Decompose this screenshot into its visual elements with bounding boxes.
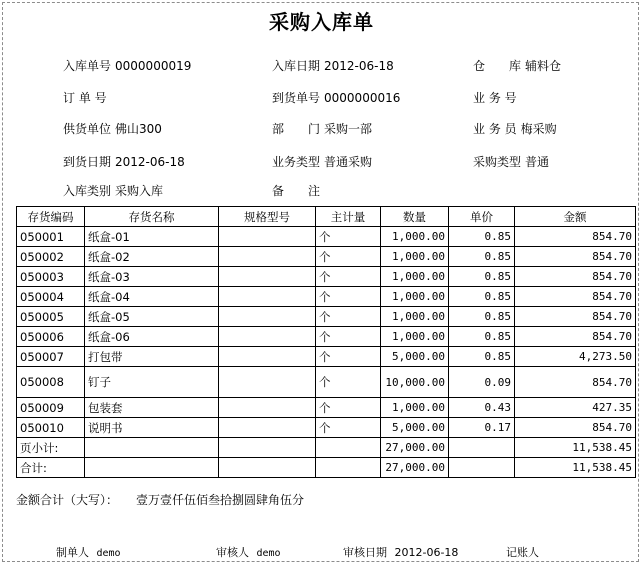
remark-label: 备 注: [272, 184, 321, 198]
table-cell: 1,000.00: [381, 327, 449, 347]
table-cell: 427.35: [515, 398, 636, 418]
audit-date-value: 2012-06-18: [394, 546, 459, 559]
table-cell: 纸盒-02: [85, 247, 219, 267]
items-table: [16, 206, 636, 478]
table-row: [17, 307, 636, 327]
table-cell: 854.70: [515, 327, 636, 347]
table-cell: [316, 438, 381, 458]
column-header: 存货编码: [17, 207, 85, 227]
table-row: [17, 398, 636, 418]
table-cell: 个: [316, 398, 381, 418]
table-cell: 854.70: [515, 418, 636, 438]
table-cell: [449, 438, 515, 458]
table-row: [17, 247, 636, 267]
table-cell: 0.85: [449, 347, 515, 367]
table-cell: 个: [316, 367, 381, 398]
purchase-type-value: 普通: [525, 155, 550, 169]
table-row: [17, 287, 636, 307]
table-cell: 050005: [17, 307, 85, 327]
field-clerk: [473, 120, 557, 137]
receipt-date-value: 2012-06-18: [324, 59, 394, 73]
table-cell: 11,538.45: [515, 458, 636, 478]
table-cell: 0.85: [449, 247, 515, 267]
column-header: 主计量: [316, 207, 381, 227]
table-cell: 050006: [17, 327, 85, 347]
table-cell: [219, 327, 316, 347]
table-cell: 纸盒-05: [85, 307, 219, 327]
table-row: [17, 347, 636, 367]
inbound-type-value: 采购入库: [115, 184, 164, 198]
field-receipt-no: [63, 57, 191, 74]
receipt-no-label: 入库单号: [63, 59, 112, 73]
table-cell: [219, 227, 316, 247]
purchase-type-label: 采购类型: [473, 155, 522, 169]
table-cell: 0.85: [449, 327, 515, 347]
table-row: [17, 327, 636, 347]
table-cell: 854.70: [515, 247, 636, 267]
amount-in-words-value: 壹万壹仟伍佰叁拾捌圆肆角伍分: [136, 493, 305, 507]
table-cell: 纸盒-03: [85, 267, 219, 287]
table-cell: 854.70: [515, 287, 636, 307]
subtotal-row: [17, 438, 636, 458]
table-cell: 0.17: [449, 418, 515, 438]
order-no-label: 订 单 号: [63, 91, 107, 105]
table-cell: 0.85: [449, 287, 515, 307]
table-row: [17, 267, 636, 287]
supplier-label: 供货单位: [63, 122, 112, 136]
table-cell: [85, 438, 219, 458]
field-purchase-type: [473, 153, 549, 170]
table-cell: [219, 367, 316, 398]
field-receipt-date: [272, 57, 394, 74]
table-cell: 050010: [17, 418, 85, 438]
table-cell: 11,538.45: [515, 438, 636, 458]
table-cell: 1,000.00: [381, 398, 449, 418]
auditor-value: demo: [256, 548, 281, 559]
table-cell: 个: [316, 307, 381, 327]
table-cell: 纸盒-06: [85, 327, 219, 347]
table-cell: 说明书: [85, 418, 219, 438]
receipt-date-label: 入库日期: [272, 59, 321, 73]
clerk-value: 梅采购: [520, 122, 557, 136]
table-cell: 个: [316, 227, 381, 247]
arrival-date-value: 2012-06-18: [115, 155, 185, 169]
bookkeeper-label: 记账人: [506, 546, 539, 559]
audit-date-label: 审核日期: [343, 546, 387, 559]
column-header: 规格型号: [219, 207, 316, 227]
inbound-type-label: 入库类别: [63, 184, 112, 198]
table-cell: 1,000.00: [381, 287, 449, 307]
receipt-no-value: 0000000019: [115, 59, 192, 73]
warehouse-label: 仓 库: [473, 59, 522, 73]
field-supplier: [63, 120, 162, 137]
table-cell: 050008: [17, 367, 85, 398]
table-row: [17, 418, 636, 438]
table-cell: 纸盒-04: [85, 287, 219, 307]
field-biz-type: [272, 153, 372, 170]
footer-maker: [56, 544, 121, 560]
table-row: [17, 227, 636, 247]
table-cell: 个: [316, 287, 381, 307]
arrival-no-value: 0000000016: [324, 91, 401, 105]
field-department: [272, 120, 372, 137]
table-cell: [219, 458, 316, 478]
table-cell: 0.85: [449, 227, 515, 247]
table-cell: 纸盒-01: [85, 227, 219, 247]
amount-in-words-label: 金额合计（大写）：: [16, 493, 119, 507]
maker-value: demo: [96, 548, 121, 559]
table-cell: 854.70: [515, 307, 636, 327]
clerk-label: 业 务 员: [473, 122, 517, 136]
table-cell: [316, 458, 381, 478]
table-cell: [219, 247, 316, 267]
table-cell: 0.09: [449, 367, 515, 398]
arrival-date-label: 到货日期: [63, 155, 112, 169]
biz-type-value: 普通采购: [324, 155, 373, 169]
table-header-row: [17, 207, 636, 227]
field-inbound-type: [63, 182, 163, 199]
table-cell: [219, 418, 316, 438]
table-cell: 1,000.00: [381, 247, 449, 267]
table-cell: 个: [316, 267, 381, 287]
supplier-value: 佛山300: [115, 122, 162, 136]
column-header: 金额: [515, 207, 636, 227]
table-cell: 050004: [17, 287, 85, 307]
table-cell: 打包带: [85, 347, 219, 367]
warehouse-value: 辅料仓: [525, 59, 562, 73]
table-cell: 050003: [17, 267, 85, 287]
table-cell: [219, 398, 316, 418]
field-remark: [272, 182, 324, 199]
maker-label: 制单人: [56, 546, 89, 559]
table-cell: 854.70: [515, 367, 636, 398]
field-arrival-no: [272, 89, 400, 106]
table-cell: 合计:: [17, 458, 85, 478]
table-cell: [219, 438, 316, 458]
footer-auditor: [216, 544, 281, 560]
total-row: [17, 458, 636, 478]
table-cell: 5,000.00: [381, 418, 449, 438]
table-cell: 050007: [17, 347, 85, 367]
table-cell: [449, 458, 515, 478]
table-cell: 个: [316, 418, 381, 438]
table-cell: 包装套: [85, 398, 219, 418]
department-value: 采购一部: [324, 122, 373, 136]
table-cell: 0.43: [449, 398, 515, 418]
table-cell: 050009: [17, 398, 85, 418]
footer-bookkeeper: [506, 544, 539, 560]
column-header: 单价: [449, 207, 515, 227]
table-cell: 5,000.00: [381, 347, 449, 367]
department-label: 部 门: [272, 122, 321, 136]
field-warehouse: [473, 57, 561, 74]
table-cell: 27,000.00: [381, 458, 449, 478]
table-cell: 10,000.00: [381, 367, 449, 398]
field-arrival-date: [63, 153, 185, 170]
table-cell: 个: [316, 327, 381, 347]
table-cell: 1,000.00: [381, 267, 449, 287]
biz-type-label: 业务类型: [272, 155, 321, 169]
field-biz-no: [473, 89, 521, 106]
table-cell: 个: [316, 347, 381, 367]
table-cell: [219, 267, 316, 287]
column-header: 存货名称: [85, 207, 219, 227]
biz-no-label: 业 务 号: [473, 91, 517, 105]
table-row: [17, 367, 636, 398]
arrival-no-label: 到货单号: [272, 91, 321, 105]
auditor-label: 审核人: [216, 546, 249, 559]
table-cell: [219, 347, 316, 367]
table-cell: 854.70: [515, 267, 636, 287]
document-title: 采购入库单: [269, 10, 374, 34]
table-cell: [219, 287, 316, 307]
table-cell: 854.70: [515, 227, 636, 247]
table-cell: 4,273.50: [515, 347, 636, 367]
table-cell: 27,000.00: [381, 438, 449, 458]
table-cell: 1,000.00: [381, 227, 449, 247]
table-cell: 页小计:: [17, 438, 85, 458]
table-cell: 钉子: [85, 367, 219, 398]
table-cell: 0.85: [449, 267, 515, 287]
footer-audit-date: [343, 544, 458, 560]
table-cell: 1,000.00: [381, 307, 449, 327]
table-cell: 050001: [17, 227, 85, 247]
table-cell: 个: [316, 247, 381, 267]
table-cell: 0.85: [449, 307, 515, 327]
table-cell: 050002: [17, 247, 85, 267]
column-header: 数量: [381, 207, 449, 227]
field-order-no: [63, 89, 111, 106]
amount-in-words: [16, 491, 304, 508]
table-cell: [85, 458, 219, 478]
table-cell: [219, 307, 316, 327]
